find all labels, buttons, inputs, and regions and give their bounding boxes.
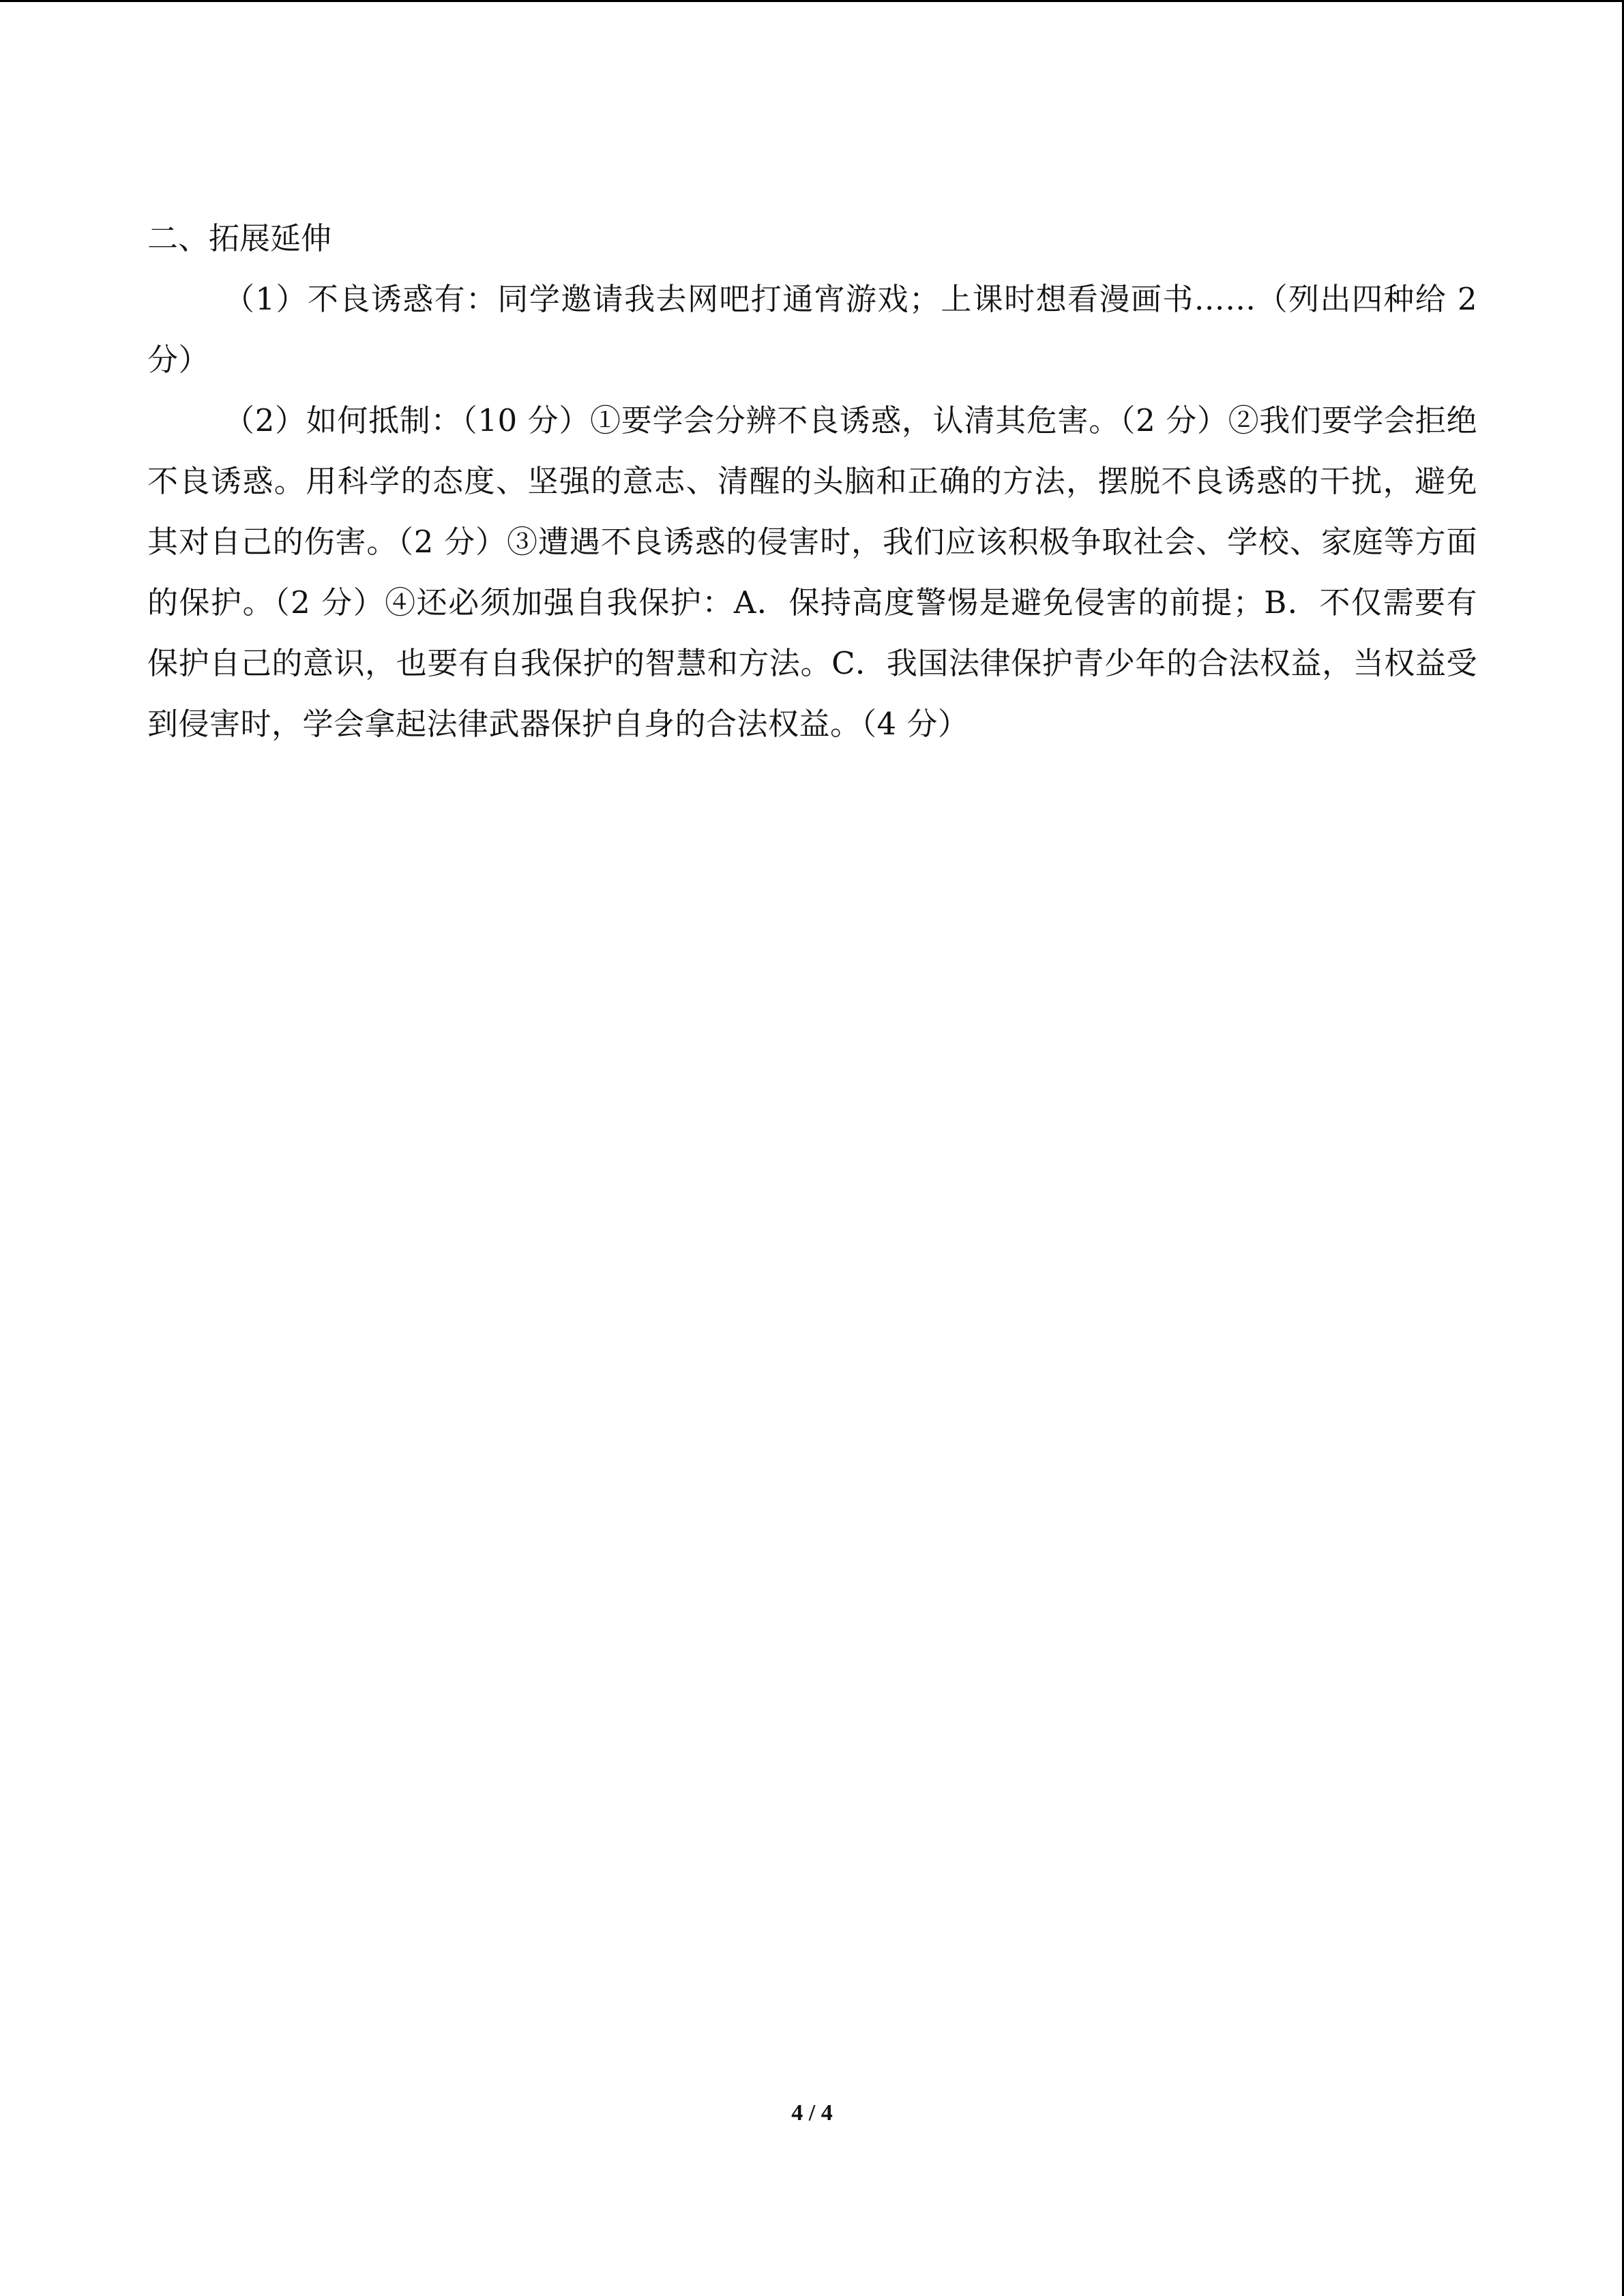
page-number: 4 / 4 <box>791 2100 833 2126</box>
document-body <box>147 208 1477 754</box>
paragraph-resistance: （2）如何抵制：（10 分）①要学会分辨不良诱惑，认清其危害。（2 分）②我们要学会拒绝不良诱惑。用科学的态度、坚强的意志、清醒的头脑和正确的方法，摆脱不良诱惑的干扰，避免其对自己的伤害。（2 分）③遭遇不良诱惑的侵害时，我们应该积极争取社会、学校、家庭等方面的保护。（2 分）④还必须加强自我保护：A．保持高度警惕是避免侵害的前提；B．不仅需要有保护自己的意识，也要有自我保护的智慧和方法。C．我国法律保护青少年的合法权益，当权益受到侵害时，学会拿起法律武器保护自身的合法权益。（4 分） <box>147 402 1477 742</box>
paragraph-temptations: （1）不良诱惑有：同学邀请我去网吧打通宵游戏；上课时想看漫画书……（列出四种给 2 分） <box>147 281 1477 378</box>
page-top-border <box>0 0 1624 2</box>
section-heading: 二、拓展延伸 <box>147 220 332 256</box>
